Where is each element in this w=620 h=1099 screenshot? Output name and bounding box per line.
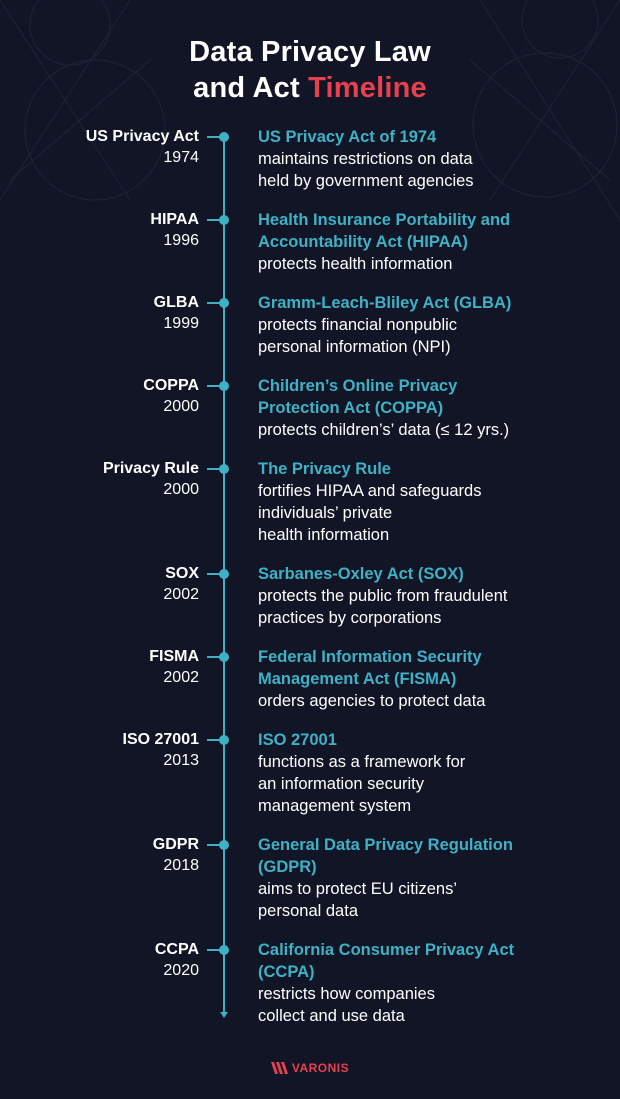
title-line-1: Data Privacy Law <box>189 36 431 68</box>
entry-description: functions as a framework for an information security management system <box>258 753 466 815</box>
timeline-dot-icon <box>219 652 229 662</box>
varonis-logo <box>0 1061 620 1075</box>
entry-year: 2013 <box>163 752 199 769</box>
timeline-dot-icon <box>219 464 229 474</box>
entry-year: 2018 <box>163 857 199 874</box>
entry-description: fortifies HIPAA and safeguards individuals’ private health information <box>258 482 482 544</box>
timeline-dot-icon <box>219 945 229 955</box>
entry-name: The Privacy Rule <box>258 460 391 478</box>
entry-year: 2002 <box>163 669 199 686</box>
entry-description: protects health information <box>258 255 453 273</box>
entry-abbr: HIPAA <box>150 211 199 228</box>
entry-name: Sarbanes-Oxley Act (SOX) <box>258 565 464 583</box>
entry-name: Children’s Online Privacy Protection Act (COPPA) <box>258 377 458 417</box>
page-title <box>0 34 620 106</box>
entry-year: 2020 <box>163 962 199 979</box>
entry-name: California Consumer Privacy Act (CCPA) <box>258 941 515 981</box>
entry-year: 2000 <box>163 398 199 415</box>
entry-year: 1974 <box>163 149 199 166</box>
entry-abbr: FISMA <box>149 648 199 665</box>
title-line-2-prefix: and Act <box>193 72 300 104</box>
entry-abbr: SOX <box>165 565 199 582</box>
timeline-dot-icon <box>219 735 229 745</box>
entry-abbr: US Privacy Act <box>85 128 199 145</box>
timeline-dot-icon <box>219 381 229 391</box>
entry-abbr: ISO 27001 <box>122 731 199 748</box>
entry-year: 1996 <box>163 232 199 249</box>
entry-abbr: COPPA <box>143 377 199 394</box>
timeline-dot-icon <box>219 840 229 850</box>
timeline-dot-icon <box>219 132 229 142</box>
entry-abbr: GLBA <box>153 294 199 311</box>
entry-year: 2000 <box>163 481 199 498</box>
entry-abbr: CCPA <box>154 941 199 958</box>
entry-name: Health Insurance Portability and Accountability Act (HIPAA) <box>258 211 511 251</box>
title-accent-word: Timeline <box>308 72 427 104</box>
timeline-dot-icon <box>219 215 229 225</box>
entry-description: aims to protect EU citizens’ personal data <box>258 880 457 920</box>
timeline-dot-icon <box>219 298 229 308</box>
entry-description: protects children’s’ data (≤ 12 yrs.) <box>258 421 510 439</box>
entry-abbr: GDPR <box>152 836 199 853</box>
entry-description: restricts how companies collect and use data <box>258 985 435 1025</box>
entry-name: US Privacy Act of 1974 <box>258 128 437 146</box>
entry-year: 2002 <box>163 586 199 603</box>
entry-name: General Data Privacy Regulation (GDPR) <box>258 836 513 876</box>
entry-name: Federal Information Security Management Act (FISMA) <box>258 648 482 688</box>
entry-description: protects financial nonpublic personal information (NPI) <box>258 316 458 356</box>
logo-text: VARONIS <box>291 1061 350 1075</box>
varonis-logo-icon <box>271 1062 289 1074</box>
entry-name: ISO 27001 <box>258 731 337 749</box>
timeline-dot-icon <box>219 569 229 579</box>
entry-description: protects the public from fraudulent practices by corporations <box>258 587 508 627</box>
entry-year: 1999 <box>163 315 199 332</box>
entry-description: orders agencies to protect data <box>258 692 486 710</box>
timeline-arrow-icon <box>220 1012 228 1018</box>
entry-name: Gramm-Leach-Bliley Act (GLBA) <box>258 294 512 312</box>
entry-description: maintains restrictions on data held by government agencies <box>258 150 474 190</box>
title-line-2 <box>0 70 620 106</box>
entry-abbr: Privacy Rule <box>102 460 199 477</box>
